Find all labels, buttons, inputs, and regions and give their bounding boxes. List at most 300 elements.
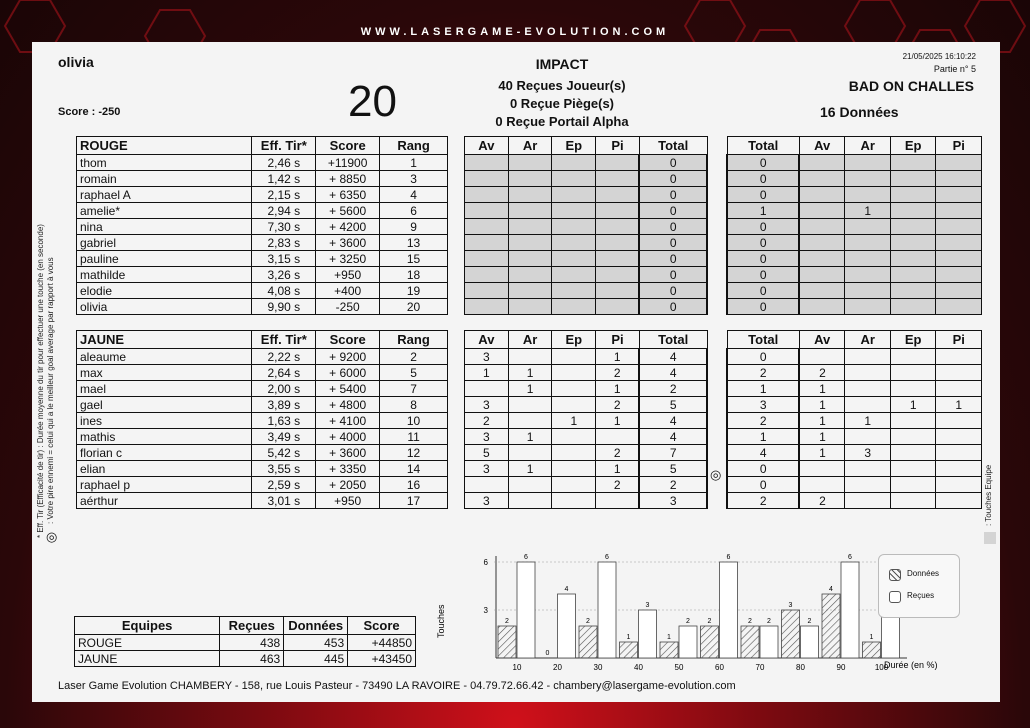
score-cell: + 4100 xyxy=(316,413,380,429)
received-cell xyxy=(552,283,596,299)
col-av: Av xyxy=(465,137,509,155)
received-cell xyxy=(508,235,552,251)
rank-cell: 20 xyxy=(380,299,448,315)
efficiency-cell: 2,94 s xyxy=(252,203,316,219)
given-cell xyxy=(845,235,891,251)
received-cell: 3 xyxy=(465,461,509,477)
given-row xyxy=(727,203,982,219)
x-tick-label: 40 xyxy=(634,663,643,672)
received-cell xyxy=(465,477,509,493)
received-cell xyxy=(465,171,509,187)
given-cell xyxy=(845,283,891,299)
received-cell xyxy=(508,219,552,235)
score-cell: + 4800 xyxy=(316,397,380,413)
received-total-cell: 0 xyxy=(639,219,707,235)
col-ar: Ar xyxy=(845,137,891,155)
received-total-cell: 0 xyxy=(639,187,707,203)
col-score: Score xyxy=(316,331,380,349)
x-axis-label: Durée (en %) xyxy=(884,660,938,670)
efficiency-note: * Eff. Tir (Efficacité de tir) : Durée moyenne du tir pour effectuer une touche (en seconde) xyxy=(36,224,45,538)
bar-recues xyxy=(639,610,657,658)
received-cell: 463 xyxy=(220,651,284,667)
given-total-cell: 1 xyxy=(727,203,799,219)
received-cell xyxy=(596,251,640,267)
given-row xyxy=(727,219,982,235)
col-av: Av xyxy=(799,137,845,155)
received-cell xyxy=(596,299,640,315)
bar-donnees xyxy=(822,594,840,658)
given-cell xyxy=(799,155,845,171)
received-jaune-table xyxy=(464,330,708,509)
given-cell xyxy=(799,349,845,365)
game-datetime: 21/05/2025 16:10:22 xyxy=(902,52,976,61)
given-cell: 1 xyxy=(799,413,845,429)
efficiency-cell: 3,01 s xyxy=(252,493,316,509)
received-cell xyxy=(552,397,596,413)
given-total-cell: 0 xyxy=(727,267,799,283)
score-cell: -250 xyxy=(316,299,380,315)
data-label-donnees: 2 xyxy=(707,618,712,625)
given-cell xyxy=(890,187,936,203)
player-name-cell: max xyxy=(77,365,252,381)
player-row xyxy=(77,267,448,283)
col-av: Av xyxy=(465,331,509,349)
received-cell xyxy=(552,461,596,477)
given-cell xyxy=(890,429,936,445)
rank-cell: 4 xyxy=(380,187,448,203)
score-cell: +11900 xyxy=(316,155,380,171)
col-ar: Ar xyxy=(508,137,552,155)
received-total-cell: 0 xyxy=(639,155,707,171)
rank-cell: 6 xyxy=(380,203,448,219)
player-row xyxy=(77,283,448,299)
given-cell: 1 xyxy=(845,413,891,429)
received-row xyxy=(465,283,708,299)
score-cell: + 5600 xyxy=(316,203,380,219)
legend-hatch-swatch xyxy=(889,569,901,581)
score-cell: + 3250 xyxy=(316,251,380,267)
rank-cell: 11 xyxy=(380,429,448,445)
rank-cell: 15 xyxy=(380,251,448,267)
received-cell xyxy=(465,155,509,171)
given-total-cell: 1 xyxy=(727,429,799,445)
bar-donnees xyxy=(863,642,881,658)
given-cell xyxy=(890,493,936,509)
received-row xyxy=(465,381,708,397)
given-cell xyxy=(799,267,845,283)
player-name-cell: pauline xyxy=(77,251,252,267)
player-row xyxy=(77,171,448,187)
given-cell xyxy=(936,429,982,445)
given-cell: 1 xyxy=(936,397,982,413)
given-cell xyxy=(890,267,936,283)
given-cell xyxy=(845,493,891,509)
efficiency-cell: 3,55 s xyxy=(252,461,316,477)
received-cell xyxy=(508,299,552,315)
col-eff: Eff. Tir* xyxy=(252,331,316,349)
received-cell: 1 xyxy=(596,349,640,365)
score-cell: + 6350 xyxy=(316,187,380,203)
received-cell xyxy=(552,445,596,461)
received-row xyxy=(465,251,708,267)
data-label-donnees: 2 xyxy=(748,618,752,625)
received-cell xyxy=(552,381,596,397)
received-row xyxy=(465,349,708,365)
received-total-cell: 4 xyxy=(639,349,707,365)
team-summary-row xyxy=(75,651,416,667)
data-label-donnees: 0 xyxy=(545,650,550,657)
score-cell: +950 xyxy=(316,267,380,283)
player-name-cell: gabriel xyxy=(77,235,252,251)
given-rouge-table xyxy=(726,136,982,315)
given-cell xyxy=(799,299,845,315)
given-cell xyxy=(890,381,936,397)
player-name-cell: raphael A xyxy=(77,187,252,203)
received-row xyxy=(465,299,708,315)
given-total-cell: 2 xyxy=(727,365,799,381)
given-row xyxy=(727,155,982,171)
efficiency-cell: 9,90 s xyxy=(252,299,316,315)
received-total-cell: 2 xyxy=(639,477,707,493)
player-row xyxy=(77,493,448,509)
team-header: ROUGE xyxy=(77,137,252,155)
legend-plain-swatch xyxy=(889,591,901,603)
received-cell xyxy=(508,413,552,429)
received-total-cell: 3 xyxy=(639,493,707,509)
received-row xyxy=(465,219,708,235)
received-cell xyxy=(508,477,552,493)
received-cell: 1 xyxy=(596,381,640,397)
given-cell xyxy=(936,171,982,187)
received-row xyxy=(465,171,708,187)
given-cell xyxy=(799,235,845,251)
data-label-recues: 2 xyxy=(767,618,771,625)
given-row xyxy=(727,299,982,315)
col-pi: Pi xyxy=(596,331,640,349)
received-row xyxy=(465,397,708,413)
player-name-cell: thom xyxy=(77,155,252,171)
received-cell xyxy=(465,299,509,315)
col-total: Total xyxy=(727,137,799,155)
given-cell xyxy=(890,477,936,493)
legend-donnees: Données xyxy=(907,569,940,578)
player-row xyxy=(77,187,448,203)
received-total-cell: 0 xyxy=(639,299,707,315)
col-total: Total xyxy=(727,331,799,349)
received-cell xyxy=(596,171,640,187)
rank-cell: 1 xyxy=(380,155,448,171)
data-label-donnees: 1 xyxy=(869,634,874,641)
received-cell: 2 xyxy=(596,397,640,413)
received-cell: 1 xyxy=(508,461,552,477)
data-label-recues: 6 xyxy=(524,554,528,561)
given-cell xyxy=(936,251,982,267)
received-cell xyxy=(596,283,640,299)
given-cell: 1 xyxy=(799,445,845,461)
player-name-cell: florian c xyxy=(77,445,252,461)
col-ar: Ar xyxy=(508,331,552,349)
given-cell xyxy=(845,299,891,315)
given-cell: 445 xyxy=(284,651,348,667)
given-cell xyxy=(936,219,982,235)
player-row xyxy=(77,365,448,381)
given-row xyxy=(727,235,982,251)
received-row xyxy=(465,267,708,283)
bar-recues xyxy=(517,562,535,658)
efficiency-cell: 4,08 s xyxy=(252,283,316,299)
score-cell: + 9200 xyxy=(316,349,380,365)
given-jaune-table xyxy=(726,330,982,509)
given-row xyxy=(727,171,982,187)
received-cell xyxy=(552,219,596,235)
impact-received-portal: 0 Reçue Portail Alpha xyxy=(495,114,629,129)
efficiency-cell: 7,30 s xyxy=(252,219,316,235)
received-cell xyxy=(552,429,596,445)
received-cell xyxy=(596,493,640,509)
worst-enemy-note: : Votre pire ennemi = celui qui a le meilleur goal average par rapport à vous xyxy=(46,257,55,524)
given-cell xyxy=(936,381,982,397)
given-cell xyxy=(845,429,891,445)
received-total-cell: 0 xyxy=(639,283,707,299)
received-cell xyxy=(552,187,596,203)
given-cell xyxy=(936,235,982,251)
score-cell: + 3350 xyxy=(316,461,380,477)
impact-received-players: 40 Reçues Joueur(s) xyxy=(498,78,626,93)
player-name-cell: aleaume xyxy=(77,349,252,365)
given-cell xyxy=(890,349,936,365)
given-cell xyxy=(890,155,936,171)
given-cell xyxy=(845,171,891,187)
rank-cell: 14 xyxy=(380,461,448,477)
player-row xyxy=(77,381,448,397)
given-cell: 1 xyxy=(845,203,891,219)
score-cell: + 8850 xyxy=(316,171,380,187)
received-cell xyxy=(508,203,552,219)
received-cell xyxy=(465,219,509,235)
bar-donnees xyxy=(741,626,759,658)
received-cell: 1 xyxy=(596,413,640,429)
player-row xyxy=(77,477,448,493)
x-tick-label: 10 xyxy=(512,663,522,672)
given-cell xyxy=(799,219,845,235)
player-row xyxy=(77,251,448,267)
received-cell xyxy=(465,381,509,397)
received-cell xyxy=(552,251,596,267)
score-cell: +43450 xyxy=(348,651,416,667)
bar-recues xyxy=(679,626,697,658)
efficiency-cell: 2,00 s xyxy=(252,381,316,397)
given-cell xyxy=(890,461,936,477)
x-tick-label: 80 xyxy=(796,663,805,672)
given-cell xyxy=(799,461,845,477)
received-total-cell: 4 xyxy=(639,429,707,445)
data-label-donnees: 1 xyxy=(667,634,671,641)
given-cell xyxy=(936,365,982,381)
efficiency-cell: 2,64 s xyxy=(252,365,316,381)
given-cell xyxy=(936,413,982,429)
rank-cell: 8 xyxy=(380,397,448,413)
rank-cell: 5 xyxy=(380,365,448,381)
col-av: Av xyxy=(799,331,845,349)
team-touches-swatch xyxy=(984,532,996,544)
player-row xyxy=(77,445,448,461)
received-total-cell: 7 xyxy=(639,445,707,461)
received-cell: 1 xyxy=(508,381,552,397)
given-cell xyxy=(845,397,891,413)
received-cell xyxy=(552,349,596,365)
player-row xyxy=(77,299,448,315)
col-pi: Pi xyxy=(596,137,640,155)
data-label-recues: 4 xyxy=(564,586,569,593)
bar-recues xyxy=(841,562,859,658)
efficiency-cell: 1,42 s xyxy=(252,171,316,187)
received-total-cell: 0 xyxy=(639,203,707,219)
given-cell xyxy=(845,461,891,477)
given-cell xyxy=(799,477,845,493)
received-cell: 1 xyxy=(465,365,509,381)
data-label-donnees: 4 xyxy=(829,586,833,593)
player-name-cell: gael xyxy=(77,397,252,413)
score-cell: + 6000 xyxy=(316,365,380,381)
efficiency-cell: 2,59 s xyxy=(252,477,316,493)
received-total-cell: 2 xyxy=(639,381,707,397)
x-tick-label: 70 xyxy=(755,663,765,672)
player-name-cell: amelie* xyxy=(77,203,252,219)
efficiency-cell: 2,22 s xyxy=(252,349,316,365)
given-cell xyxy=(845,155,891,171)
given-cell: 1 xyxy=(799,429,845,445)
footer-address: Laser Game Evolution CHAMBERY - 158, rue Louis Pasteur - 73490 LA RAVOIRE - 04.79.72.66.42 - chambery@lasergame-evolution.com xyxy=(58,680,736,692)
data-label-recues: 6 xyxy=(726,554,731,561)
col-ar: Ar xyxy=(845,331,891,349)
player-row xyxy=(77,461,448,477)
received-cell xyxy=(596,187,640,203)
given-cell xyxy=(936,203,982,219)
given-cell xyxy=(845,251,891,267)
given-cell: 1 xyxy=(799,397,845,413)
given-cell xyxy=(936,187,982,203)
given-row xyxy=(727,267,982,283)
given-cell xyxy=(799,187,845,203)
given-cell xyxy=(845,267,891,283)
given-total-cell: 0 xyxy=(727,251,799,267)
received-cell xyxy=(508,397,552,413)
received-cell: 438 xyxy=(220,635,284,651)
efficiency-cell: 2,46 s xyxy=(252,155,316,171)
player-name-cell: olivia xyxy=(77,299,252,315)
given-cell xyxy=(890,365,936,381)
given-total-cell: 0 xyxy=(727,219,799,235)
bar-recues xyxy=(801,626,819,658)
given-cell xyxy=(890,171,936,187)
received-row xyxy=(465,461,708,477)
received-cell xyxy=(465,267,509,283)
score-cell: + 2050 xyxy=(316,477,380,493)
teams-summary-table xyxy=(74,616,416,667)
given-cell: 1 xyxy=(890,397,936,413)
rank-cell: 16 xyxy=(380,477,448,493)
data-label-recues: 2 xyxy=(686,618,690,625)
given-row xyxy=(727,187,982,203)
data-label-donnees: 2 xyxy=(586,618,590,625)
score-cell: + 3600 xyxy=(316,445,380,461)
rank-cell: 9 xyxy=(380,219,448,235)
col-donnees: Données xyxy=(284,617,348,635)
received-cell: 1 xyxy=(508,365,552,381)
given-row xyxy=(727,429,982,445)
efficiency-cell: 3,49 s xyxy=(252,429,316,445)
received-cell: 5 xyxy=(465,445,509,461)
x-tick-label: 30 xyxy=(593,663,603,672)
given-cell xyxy=(799,203,845,219)
given-total-cell: 0 xyxy=(727,477,799,493)
received-cell xyxy=(552,299,596,315)
received-cell xyxy=(508,187,552,203)
x-tick-label: 90 xyxy=(836,663,846,672)
received-cell xyxy=(596,267,640,283)
given-row xyxy=(727,251,982,267)
given-cell xyxy=(890,235,936,251)
given-row xyxy=(727,283,982,299)
player-name-cell: mathilde xyxy=(77,267,252,283)
rank-cell: 13 xyxy=(380,235,448,251)
given-cell: 2 xyxy=(799,365,845,381)
received-row xyxy=(465,365,708,381)
player-name-cell: elodie xyxy=(77,283,252,299)
score-cell: +400 xyxy=(316,283,380,299)
bar-donnees xyxy=(660,642,678,658)
given-row xyxy=(727,397,982,413)
legend-recues: Reçues xyxy=(907,591,935,600)
received-cell xyxy=(508,349,552,365)
received-cell xyxy=(552,477,596,493)
col-ep: Ep xyxy=(552,331,596,349)
bar-recues xyxy=(720,562,738,658)
received-cell xyxy=(508,445,552,461)
given-count: 16 Données xyxy=(820,104,899,120)
received-cell: 3 xyxy=(465,397,509,413)
y-tick-label: 3 xyxy=(483,606,488,615)
received-total-cell: 4 xyxy=(639,413,707,429)
given-cell xyxy=(845,349,891,365)
received-cell xyxy=(465,283,509,299)
given-cell xyxy=(890,251,936,267)
received-cell xyxy=(552,493,596,509)
given-row xyxy=(727,413,982,429)
y-tick-label: 6 xyxy=(483,558,488,567)
efficiency-cell: 1,63 s xyxy=(252,413,316,429)
data-label-recues: 3 xyxy=(645,602,650,609)
received-cell xyxy=(465,203,509,219)
player-name-cell: ines xyxy=(77,413,252,429)
col-total: Total xyxy=(639,331,707,349)
received-row xyxy=(465,413,708,429)
given-row xyxy=(727,365,982,381)
x-tick-label: 50 xyxy=(674,663,684,672)
received-row xyxy=(465,493,708,509)
given-cell: 453 xyxy=(284,635,348,651)
bar-donnees xyxy=(782,610,800,658)
rank-cell: 3 xyxy=(380,171,448,187)
team-jaune-table xyxy=(76,330,448,509)
given-cell xyxy=(890,283,936,299)
given-total-cell: 1 xyxy=(727,381,799,397)
received-cell: 3 xyxy=(465,429,509,445)
given-row xyxy=(727,461,982,477)
given-row xyxy=(727,381,982,397)
received-cell xyxy=(596,429,640,445)
received-cell xyxy=(552,171,596,187)
